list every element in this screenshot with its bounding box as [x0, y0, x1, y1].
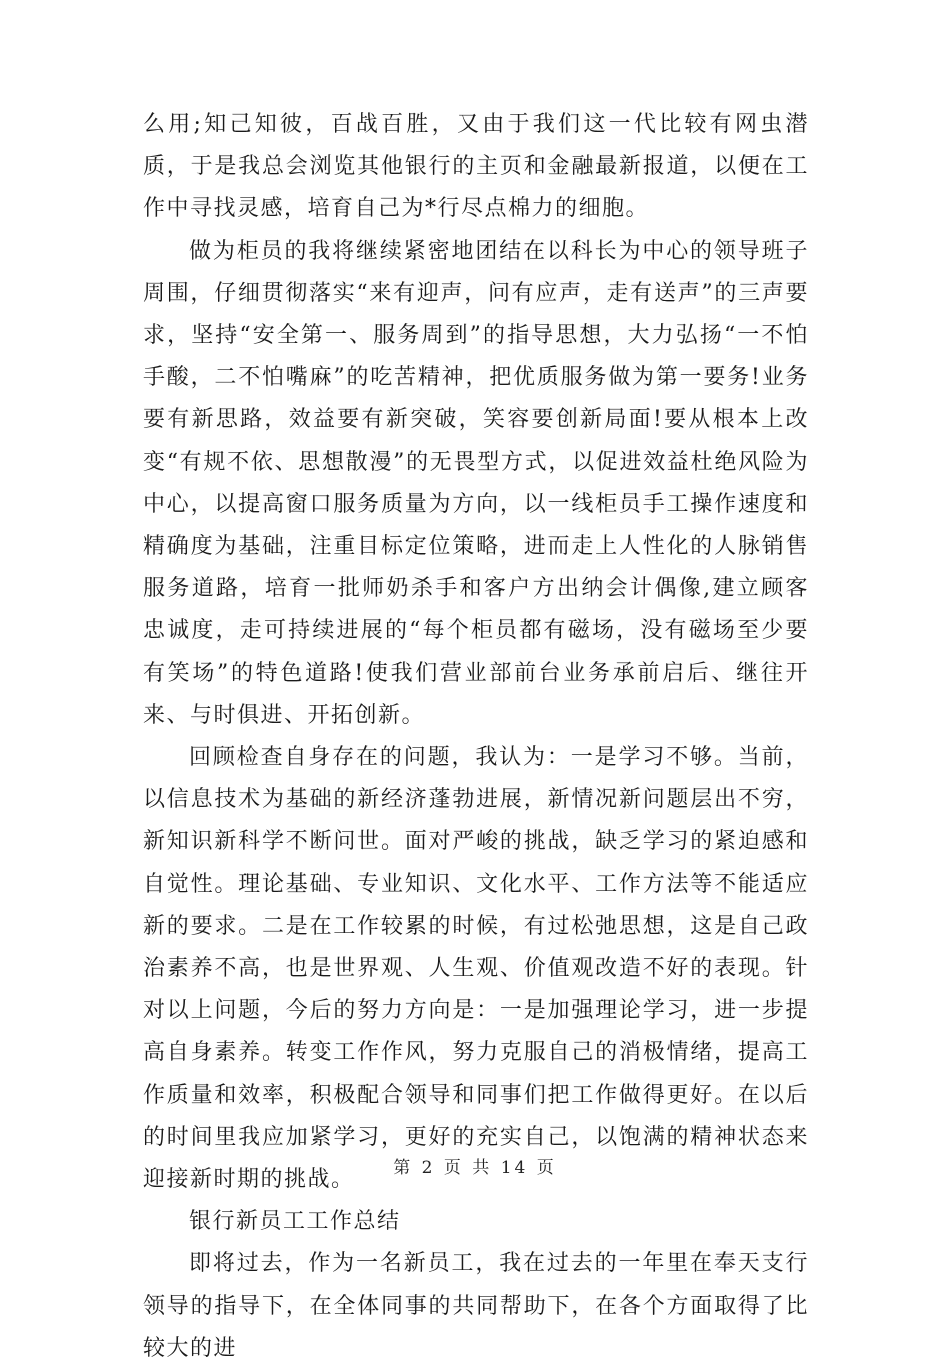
paragraph-teller-commitment: 做为柜员的我将继续紧密地团结在以科长为中心的领导班子周围，仔细贯彻落实“来有迎声，问有应声，走有送声”的三声要求，坚持“安全第一、服务周到”的指导思想，大力弘扬“一不怕手酸，二不怕嘴麻”的吃苦精神，把优质服务做为第一要务!业务要有新思路，效益要有新突破，笑容要创新局面!要从根本上改变“有规不依、思想散漫”的无畏型方式，以促进效益杜绝风险为中心，以提高窗口服务质量为方向，以一线柜员手工操作速度和精确度为基础，注重目标定位策略，进而走上人性化的人脉销售服务道路，培育一批师奶杀手和客户方出纳会计偶像,建立顾客忠诚度，走可持续进展的“每个柜员都有磁场，没有磁场至少要有笑场”的特色道路!使我们营业部前台业务承前启后、继往开来、与时俱进、开拓创新。 — [143, 238, 809, 728]
paragraph-self-review: 回顾检查自身存在的问题，我认为：一是学习不够。当前，以信息技术为基础的新经济蓬勃进展，新情况新问题层出不穷，新知识新科学不断问世。面对严峻的挑战，缺乏学习的紧迫感和自觉性。理论基础、专业知识、文化水平、工作方法等不能适应新的要求。二是在工作较累的时候，有过松弛思想，这是自己政治素养不高，也是世界观、人生观、价值观改造不好的表现。针对以上问题，今后的努力方向是：一是加强理论学习，进一步提高自身素养。转变工作作风，努力克服自己的消极情绪，提高工作质量和效率，积极配合领导和同事们把工作做得更好。在以后的时间里我应加紧学习，更好的充实自己，以饱满的精神状态来迎接新时期的挑战。 — [143, 745, 809, 1193]
paragraph-new-employee-intro: 即将过去，作为一名新员工，我在过去的一年里在奉天支行领导的指导下，在全体同事的共同帮助下，在各个方面取得了比较大的进 — [143, 1251, 809, 1361]
paragraph-continuation: 么用;知己知彼，百战百胜，又由于我们这一代比较有网虫潜质，于是我总会浏览其他银行的主页和金融最新报道，以便在工作中寻找灵感，培育自己为*行尽点棉力的细胞。 — [143, 112, 809, 222]
document-body — [143, 104, 809, 1370]
page-number-label: 第 2 页 共 14 页 — [393, 1158, 557, 1178]
section-heading: 银行新员工工作总结 — [189, 1209, 401, 1235]
page-footer — [0, 1153, 950, 1178]
